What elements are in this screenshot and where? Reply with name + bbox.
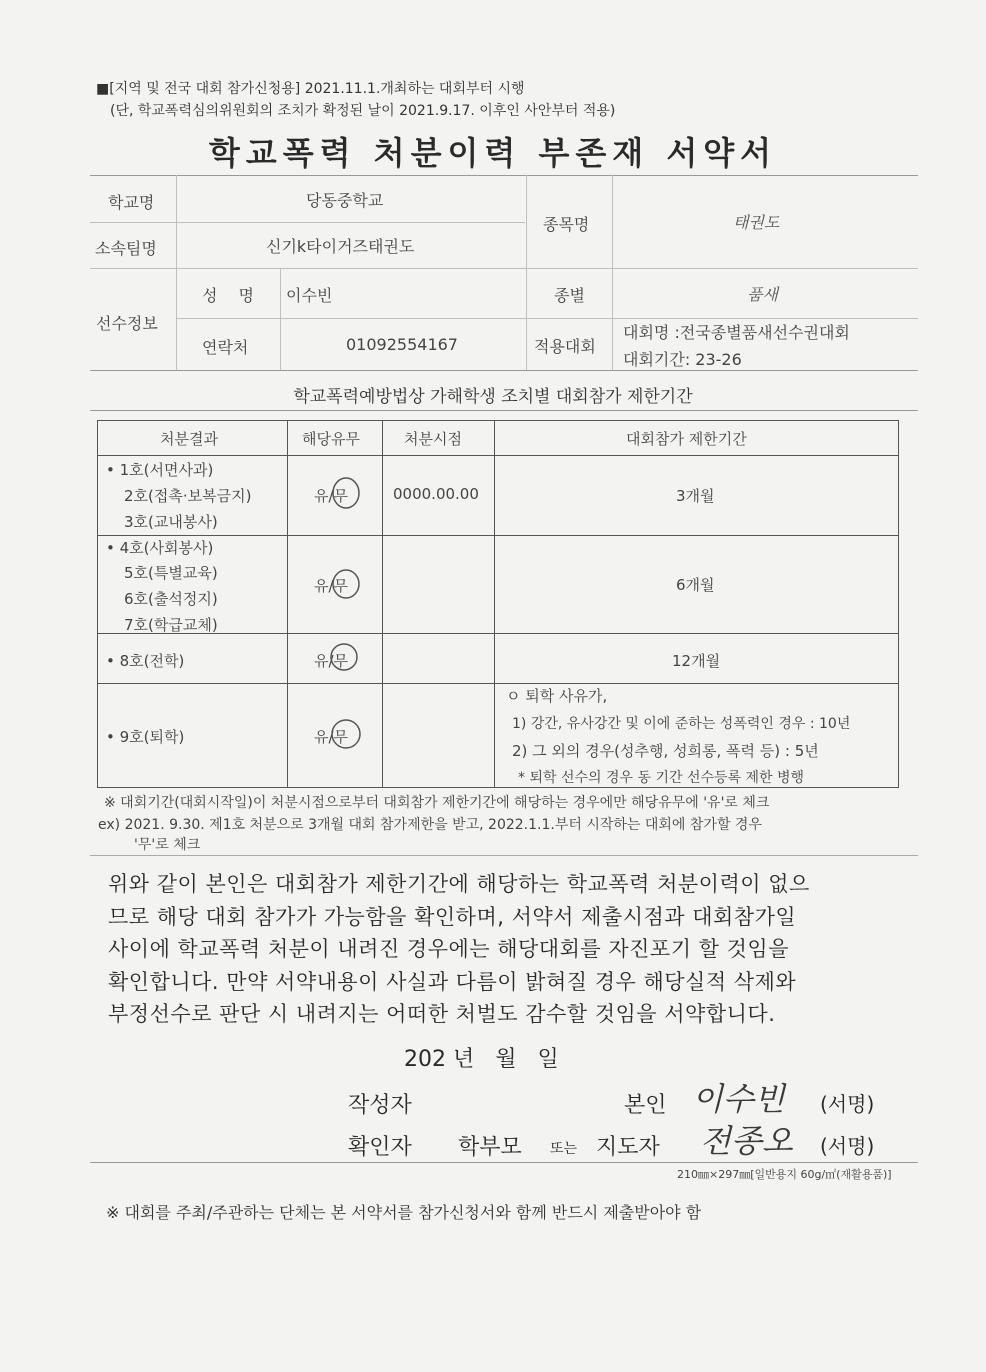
row4-mark: 유/무 bbox=[314, 728, 349, 746]
team-value: 신기k타이거즈태권도 bbox=[266, 237, 415, 256]
pledge-text bbox=[108, 868, 928, 1031]
coach-signature: 전종오 bbox=[700, 1122, 793, 1160]
row1-item-2: 2호(접촉·보복금지) bbox=[124, 487, 252, 505]
footer-note: ※ 대회를 주최/주관하는 단체는 본 서약서를 참가신청서와 함께 반드시 제출받아야 함 bbox=[106, 1203, 702, 1222]
row1-date: 0000.00.00 bbox=[393, 485, 479, 503]
self-signature: 이수빈 bbox=[692, 1080, 785, 1118]
name-label: 성 명 bbox=[202, 286, 262, 305]
row1-period: 3개월 bbox=[676, 487, 715, 505]
row2-item-3: 6호(출석정지) bbox=[124, 590, 218, 608]
seal-2: (서명) bbox=[820, 1134, 875, 1158]
player-info-label: 선수정보 bbox=[96, 314, 158, 333]
row1-item-3: 3호(교내봉사) bbox=[124, 513, 218, 531]
pledge-line-2: 므로 해당 대회 참가가 가능함을 확인하며, 서약서 제출시점과 대회참가일 bbox=[108, 904, 797, 929]
competition-period: 대회기간: 23-26 bbox=[623, 350, 742, 369]
header-line-1: ■[지역 및 전국 대회 참가신청용] 2021.11.1.개최하는 대회부터 시행 bbox=[96, 81, 525, 97]
row4-period-line-4: * 퇴학 선수의 경우 동 기간 선수등록 제한 병행 bbox=[518, 770, 805, 786]
coach-label: 지도자 bbox=[596, 1135, 660, 1160]
pledge-line-5: 부정선수로 판단 시 내려지는 어떠한 처벌도 감수할 것임을 서약합니다. bbox=[108, 1002, 776, 1026]
col-header-result: 처분결과 bbox=[160, 430, 218, 448]
row3-mark: 유/무 bbox=[314, 652, 349, 670]
header-line-2: (단, 학교폭력심의위원회의 조치가 확정된 날이 2021.9.17. 이후인 사안부터 적용) bbox=[110, 103, 616, 119]
row2-mark: 유/무 bbox=[314, 577, 349, 595]
note-1: ※ 대회기간(대회시작일)이 처분시점으로부터 대회참가 제한기간에 해당하는 경우에만 해당유무에 '유'로 체크 bbox=[104, 795, 770, 811]
pledge-line-3: 사이에 학교폭력 처분이 내려진 경우에는 해당대회를 자진포기 할 것임을 bbox=[108, 937, 789, 961]
col-header-applicable: 해당유무 bbox=[302, 430, 360, 448]
writer-label: 작성자 bbox=[348, 1093, 412, 1118]
row2-item-1: • 4호(사회봉사) bbox=[106, 539, 214, 557]
contact-label: 연락처 bbox=[202, 338, 249, 357]
pledge-line-4: 확인합니다. 만약 서약내용이 사실과 다름이 밝혀질 경우 해당실적 삭제와 bbox=[108, 969, 797, 994]
event-label: 종목명 bbox=[543, 215, 590, 234]
col-header-period: 대회참가 제한기간 bbox=[626, 430, 747, 448]
row3-item-1: • 8호(전학) bbox=[106, 652, 185, 670]
or-label: 또는 bbox=[550, 1141, 578, 1157]
pledge-line-1: 위와 같이 본인은 대회참가 제한기간에 해당하는 학교폭력 처분이력이 없으 bbox=[108, 872, 810, 896]
seal-1: (서명) bbox=[820, 1092, 875, 1116]
parent-label: 학부모 bbox=[458, 1135, 522, 1160]
category-label: 종별 bbox=[554, 286, 585, 305]
competition-name: 대회명 :전국종별품새선수권대회 bbox=[623, 323, 850, 342]
row2-item-2: 5호(특별교육) bbox=[124, 564, 218, 582]
confirmer-label: 확인자 bbox=[348, 1135, 412, 1160]
contact-value: 01092554167 bbox=[346, 335, 458, 354]
row4-item-1: • 9호(퇴학) bbox=[106, 728, 185, 746]
section-title: 학교폭력예방법상 가해학생 조치별 대회참가 제한기간 bbox=[293, 387, 693, 407]
row1-mark: 유/무 bbox=[314, 487, 349, 505]
date-line: 202 년 월 일 bbox=[404, 1047, 559, 1072]
row2-period: 6개월 bbox=[676, 576, 715, 594]
note-2: ex) 2021. 9.30. 제1호 처분으로 3개월 대회 참가제한을 받고, 2022.1.1.부터 시작하는 대회에 참가할 경우 bbox=[98, 817, 762, 833]
name-value: 이수빈 bbox=[286, 286, 333, 305]
school-value: 당동중학교 bbox=[306, 191, 384, 210]
row4-period-line-1: ㅇ 퇴학 사유가, bbox=[506, 687, 608, 705]
row1-item-1: • 1호(서면사과) bbox=[106, 461, 214, 479]
row4-period-line-2: 1) 강간, 유사강간 및 이에 준하는 성폭력인 경우 : 10년 bbox=[512, 716, 851, 732]
col-header-date: 처분시점 bbox=[404, 430, 462, 448]
paper-spec: 210㎜×297㎜[일반용지 60g/㎡(재활용품)] bbox=[677, 1168, 892, 1181]
note-3: '무'로 체크 bbox=[134, 837, 201, 853]
category-value: 품새 bbox=[747, 285, 778, 304]
row4-period-line-3: 2) 그 외의 경우(성추행, 성희롱, 폭력 등) : 5년 bbox=[512, 742, 819, 760]
handwritten-circle-marks bbox=[300, 468, 380, 758]
competition-label: 적용대회 bbox=[534, 337, 596, 356]
row3-period: 12개월 bbox=[672, 652, 721, 670]
self-label: 본인 bbox=[624, 1093, 667, 1118]
team-label: 소속팀명 bbox=[95, 239, 157, 258]
document-title: 학교폭력 처분이력 부존재 서약서 bbox=[208, 134, 778, 172]
school-label: 학교명 bbox=[108, 193, 155, 212]
row2-item-4: 7호(학급교체) bbox=[124, 616, 218, 634]
event-value: 태권도 bbox=[733, 213, 780, 232]
